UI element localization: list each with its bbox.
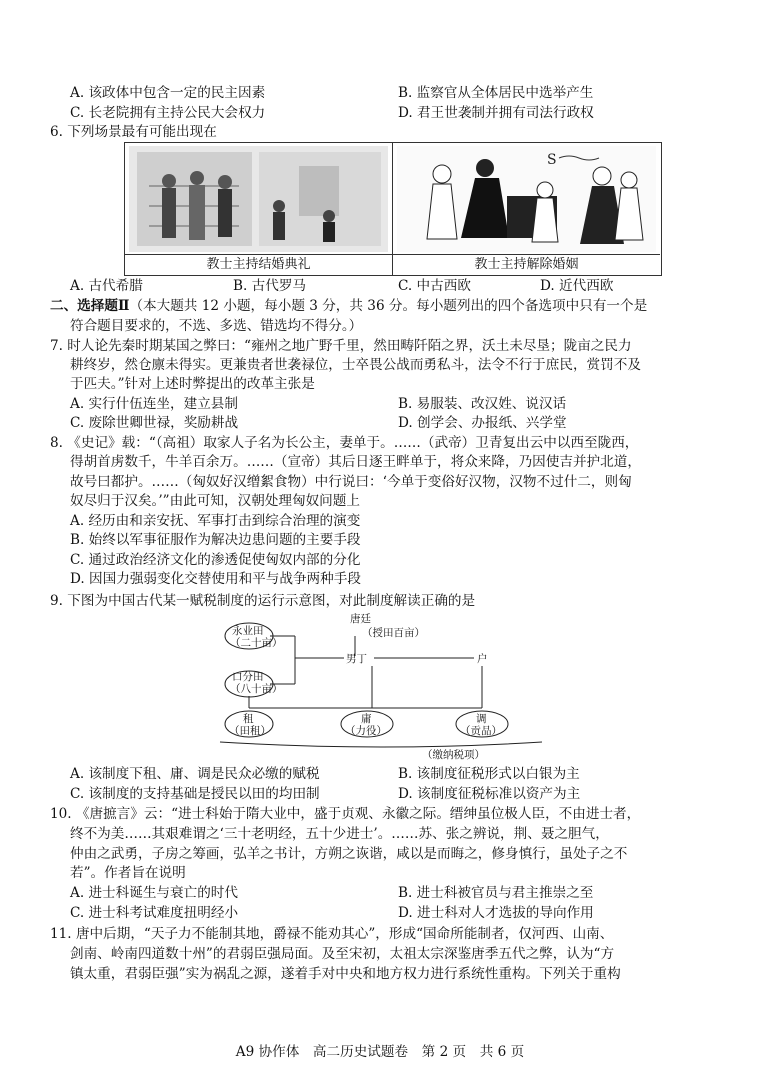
diagram-zu: 租 (243, 713, 254, 725)
page-footer: A9 协作体 高二历史试题卷 第 2 页 共 6 页 (235, 1044, 525, 1060)
section-2-title: 二、选择题Ⅱ (50, 298, 130, 314)
diagram-koufen-area: （八十亩） (230, 683, 283, 695)
diagram-yongye-area: （二十亩） (230, 637, 283, 649)
diagram-zu-sub: （田租） (229, 725, 271, 737)
diagram-diao-sub: （贡品） (460, 725, 502, 737)
section-2-note: （本大题共 12 小题，每小题 3 分，共 36 分。每小题列出的四个备选项中只有一个是 (129, 298, 648, 314)
diagram-diao: 调 (476, 713, 487, 725)
q10-option-d: D. 进士科对人才选拔的导向作用 (398, 905, 594, 921)
diagram-tang-court: 唐廷 (350, 613, 371, 625)
q6-caption-left: 教士主持结婚典礼 (125, 254, 392, 275)
q10-line-3: 仲由之武勇，子房之筹画，弘羊之书计，方朔之诙谐，咸以是而晦之，修身慎行，虽处子之不 (70, 846, 628, 862)
q6-option-b: B. 古代罗马 (233, 278, 307, 294)
q9-option-b: B. 该制度征税形式以白银为主 (398, 766, 580, 782)
diagram-yongye-field: 永业田 (232, 625, 264, 637)
q5-option-c: C. 长老院拥有主持公民大会权力 (70, 105, 266, 121)
q8-line-3: 故号曰都护。……（匈奴好汉缯絮食物）中行说曰：‘今单于变俗好汉物，汉物不过什二，则匈 (70, 474, 632, 490)
annulment-illustration (397, 146, 656, 252)
diagram-grant-land: （授田百亩） (362, 627, 425, 639)
q7-line-1: 7. 时人论先秦时期某国之弊曰：“雍州之地广野千里，然田畴阡陌之界，沃土未尽垦；陇亩之民力 (50, 338, 632, 354)
q11-line-2: 剑南、岭南四道数十州”的君弱臣强局面。及至宋初，太祖太宗深鉴唐季五代之弊，认为“方 (70, 946, 615, 962)
q9-option-d: D. 该制度征税标准以资产为主 (398, 786, 581, 802)
q8-line-4: 奴尽归于汉矣。’”由此可知，汉朝处理匈奴问题上 (70, 493, 360, 509)
q9-stem: 9. 下图为中国古代某一赋税制度的运行示意图，对此制度解读正确的是 (50, 593, 476, 609)
q10-option-c: C. 进士科考试难度扭明经小 (70, 905, 239, 921)
diagram-household: 户 (477, 653, 488, 665)
diagram-adult-male: 男丁 (346, 653, 367, 665)
q10-option-a: A. 进士科诞生与衰亡的时代 (70, 885, 238, 901)
q8-line-1: 8. 《史记》载：“（高祖）取家人子名为长公主，妻单于。……（武帝）卫青复出云中以西至陇西， (50, 435, 639, 451)
q7-line-3: 于匹夫。”针对上述时弊提出的改革主张是 (70, 376, 315, 392)
q10-line-2: 终不为美……其艰难谓之‘三十老明经，五十少进士’。……苏、张之辨说，荆、聂之胆气， (70, 826, 609, 842)
q6-stem: 6. 下列场景最有可能出现在 (50, 124, 217, 140)
section-2-header (50, 297, 647, 315)
q11-line-1: 11. 唐中后期，“天子力不能制其地，爵禄不能劝其心”，形成“国命所能制者，仅河西、山南、 (50, 926, 614, 942)
q6-caption-right: 教士主持解除婚姻 (393, 254, 660, 275)
q8-option-b: B. 始终以军事征服作为解决边患问题的主要手段 (70, 532, 361, 548)
q8-option-c: C. 通过政治经济文化的渗透促使匈奴内部的分化 (70, 552, 361, 568)
wedding-illustration (129, 146, 388, 252)
q6-option-a: A. 古代希腊 (70, 278, 143, 294)
q5-option-b: B. 监察官从全体居民中选举产生 (398, 85, 594, 101)
q6-figure-left (125, 143, 393, 275)
q5-option-a: A. 该政体中包含一定的民主因素 (70, 85, 266, 101)
q7-option-c: C. 废除世卿世禄，奖励耕战 (70, 415, 239, 431)
q6-option-d: D. 近代西欧 (540, 278, 614, 294)
tax-system-diagram (212, 612, 550, 762)
q9-option-c: C. 该制度的支持基础是授民以田的均田制 (70, 786, 320, 802)
section-2-note-cont: 符合题目要求的，不选、多选、错选均不得分。） (70, 318, 363, 334)
q10-line-4: 若”。作者旨在说明 (70, 865, 186, 881)
diagram-tax-items: （缴纳税项） (422, 749, 485, 761)
q8-option-d: D. 因国力强弱变化交替使用和平与战争两种手段 (70, 571, 361, 587)
q6-option-c: C. 中古西欧 (398, 278, 471, 294)
diagram-yong: 庸 (361, 713, 372, 725)
svg-text:S: S (547, 152, 557, 168)
diagram-yong-sub: （力役） (345, 725, 387, 737)
q7-option-b: B. 易服装、改汉姓、说汉话 (398, 396, 567, 412)
q11-line-3: 镇太重，君弱臣强”实为祸乱之源，遂着手对中央和地方权力进行系统性重构。下列关于重构 (70, 966, 621, 982)
q5-option-d: D. 君王世袭制并拥有司法行政权 (398, 105, 594, 121)
q7-option-d: D. 创学会、办报纸、兴学堂 (398, 415, 567, 431)
q10-line-1: 10. 《唐摭言》云：“进士科始于隋大业中，盛于贞观、永徽之际。缙绅虽位极人臣，不由进士者， (50, 806, 641, 822)
q8-line-2: 得胡首虏数千，牛羊百余万。……（宣帝）其后日逐王畔单于，将众来降，乃因使吉并护北道， (70, 454, 641, 470)
q6-figure (124, 142, 662, 276)
q7-option-a: A. 实行什伍连坐，建立县制 (70, 396, 238, 412)
diagram-koufen-field: 口分田 (232, 671, 264, 683)
q8-option-a: A. 经历由和亲安抚、军事打击到综合治理的演变 (70, 513, 361, 529)
q7-line-2: 耕终岁，然仓廪未得实。更兼贵者世袭禄位，士卒畏公战而勇私斗，法令不行于庶民，赏罚不及 (70, 357, 641, 373)
q10-option-b: B. 进士科被官员与君主推崇之至 (398, 885, 594, 901)
q9-option-a: A. 该制度下租、庸、调是民众必缴的赋税 (70, 766, 320, 782)
q6-figure-right (393, 143, 660, 275)
